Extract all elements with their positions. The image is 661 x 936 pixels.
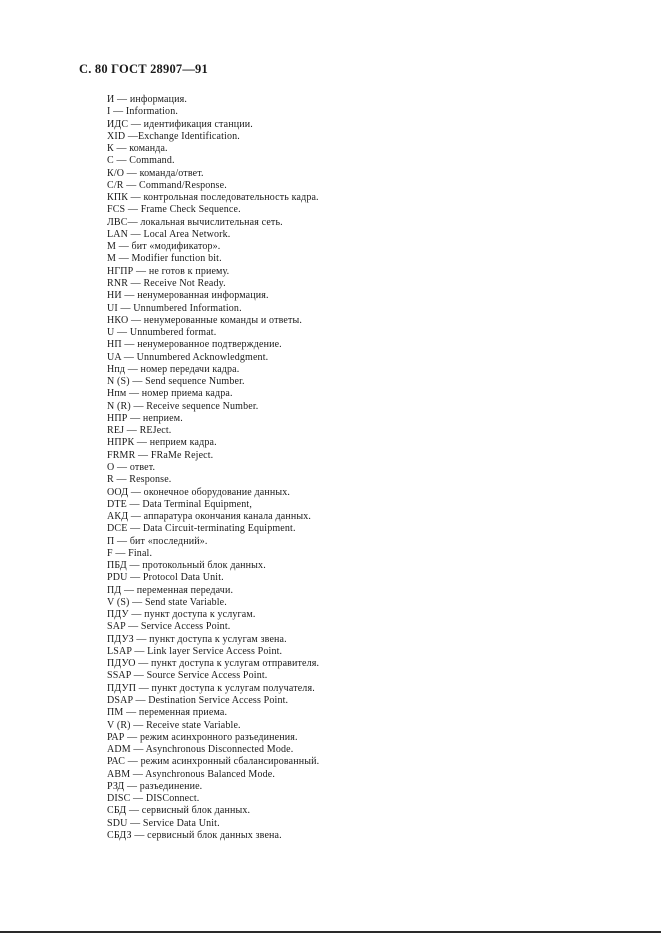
abbreviation-entry: U — Unnumbered format.	[107, 327, 217, 339]
abbreviation-entry: SDU — Service Data Unit.	[107, 817, 220, 829]
abbreviation-entry: FCS — Frame Check Sequence.	[107, 204, 241, 216]
abbreviation-entry: СБД — сервисный блок данных.	[107, 805, 251, 817]
abbreviation-entry: RNR — Receive Not Ready.	[107, 277, 226, 289]
abbreviation-entry: LAN — Local Area Network.	[107, 228, 231, 240]
abbreviation-entry: REJ — REJect.	[107, 425, 172, 437]
abbreviation-entry: НКО — ненумерованные команды и ответы.	[107, 314, 303, 326]
abbreviation-entry: ПДУП — пункт доступа к услугам получателя.	[107, 682, 315, 694]
abbreviation-entry: РАР — режим асинхронного разъединения.	[107, 731, 298, 743]
abbreviation-entry: ABM — Asynchronous Balanced Mode.	[107, 768, 275, 780]
abbreviation-entry: НПР — неприем.	[107, 412, 183, 424]
abbreviation-entry: LSAP — Link layer Service Access Point.	[107, 645, 283, 657]
abbreviation-entry: Нпд — номер передачи кадра.	[107, 363, 240, 375]
abbreviation-entry: НП — ненумерованное подтверждение.	[107, 339, 282, 351]
abbreviation-entry: К/О — команда/ответ.	[107, 167, 204, 179]
abbreviation-entry: КПК — контрольная последовательность кадра.	[107, 192, 319, 204]
abbreviation-entry: V (R) — Receive state Variable.	[107, 719, 241, 731]
abbreviation-entry: НПРК — неприем кадра.	[107, 437, 217, 449]
abbreviation-entry: UI — Unnumbered Information.	[107, 302, 242, 314]
abbreviation-entry: DISC — DISConnect.	[107, 793, 200, 805]
abbreviation-entry: N (R) — Receive sequence Number.	[107, 400, 259, 412]
abbreviation-entry: РЗД — разъединение.	[107, 780, 203, 792]
abbreviation-entry: НИ — ненумерованная информация.	[107, 290, 269, 302]
abbreviation-entry: К — команда.	[107, 143, 168, 155]
page-bottom-rule	[0, 931, 661, 933]
abbreviation-entry: ООД — оконечное оборудование данных.	[107, 486, 291, 498]
abbreviation-entry: С — Command.	[107, 155, 175, 167]
abbreviation-entry: ПБД — протокольный блок данных.	[107, 560, 266, 572]
abbreviation-entry: П — бит «последний».	[107, 535, 208, 547]
abbreviation-entry: XID —Exchange Identification.	[107, 130, 240, 142]
abbreviation-entry: R — Response.	[107, 474, 172, 486]
abbreviation-entry: Нпм — номер приема кадра.	[107, 388, 233, 400]
abbreviation-entry: DCE — Data Circuit-terminating Equipment.	[107, 523, 296, 535]
abbreviation-entry: И — информация.	[107, 94, 188, 105]
abbreviation-entry: М — Modifier function bit.	[107, 253, 222, 265]
abbreviation-entry: М — бит «модификатор».	[107, 241, 221, 253]
abbreviation-entry: UA — Unnumbered Acknowledgment.	[107, 351, 269, 363]
abbreviation-entry: АКД — аппаратура окончания канала данных.	[107, 511, 312, 523]
abbreviation-entry: F — Final.	[107, 547, 153, 559]
abbreviation-entry: РАС — режим асинхронный сбалансированный.	[107, 756, 320, 768]
abbreviation-entry: СБДЗ — сервисный блок данных звена.	[107, 829, 282, 841]
abbreviation-entry: ПДУО — пункт доступа к услугам отправителя.	[107, 658, 320, 670]
abbreviation-entry: V (S) — Send state Variable.	[107, 596, 227, 608]
abbreviation-list	[107, 94, 319, 842]
abbreviation-entry: ПД — переменная передачи.	[107, 584, 234, 596]
abbreviation-entry: PDU — Protocol Data Unit.	[107, 572, 224, 584]
abbreviation-entry: ПМ — переменная приема.	[107, 707, 228, 719]
abbreviation-entry: НГПР — не готов к приему.	[107, 265, 230, 277]
abbreviation-entry: I — Information.	[107, 106, 178, 118]
abbreviation-entry: ИДС — идентификация станции.	[107, 118, 253, 130]
abbreviation-entry: DSAP — Destination Service Access Point.	[107, 695, 289, 707]
abbreviation-entry: DTE — Data Terminal Equipment,	[107, 498, 252, 510]
abbreviation-entry: SSAP — Source Service Access Point.	[107, 670, 268, 682]
abbreviation-entry: N (S) — Send sequence Number.	[107, 376, 245, 388]
abbreviation-entry: ADM — Asynchronous Disconnected Mode.	[107, 744, 294, 756]
abbreviation-entry: О — ответ.	[107, 461, 156, 473]
abbreviation-entry: ЛВС— локальная вычислительная сеть.	[107, 216, 283, 228]
page-header: С. 80 ГОСТ 28907—91	[79, 62, 208, 76]
abbreviation-entry: FRMR — FRaMe Reject.	[107, 449, 214, 461]
abbreviation-entry: SAP — Service Access Point.	[107, 621, 231, 633]
abbreviation-entry: ПДУ — пункт доступа к услугам.	[107, 609, 256, 621]
abbreviation-entry: ПДУЗ — пункт доступа к услугам звена.	[107, 633, 287, 645]
abbreviation-entry: C/R — Command/Response.	[107, 179, 227, 191]
